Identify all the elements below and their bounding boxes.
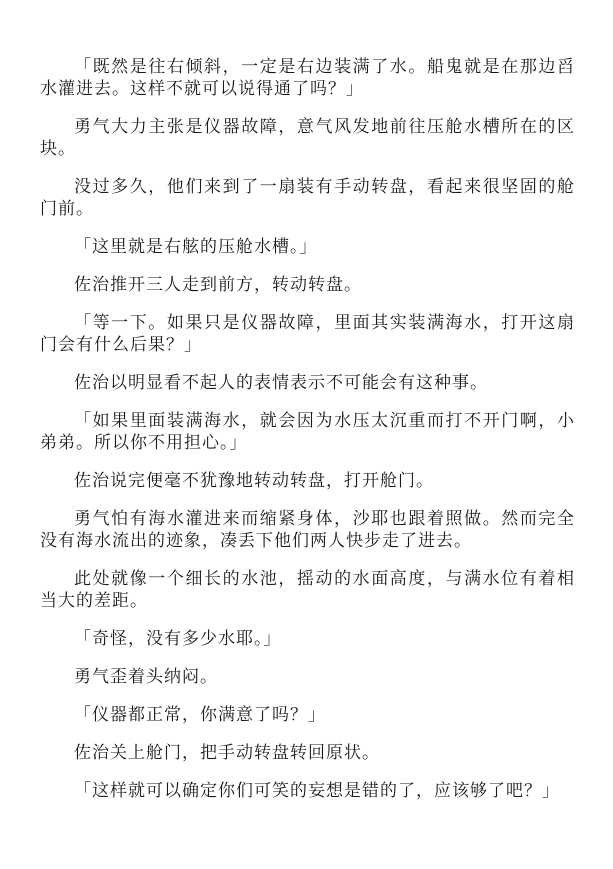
paragraph: 勇气怕有海水灌进来而缩紧身体，沙耶也跟着照做。然而完全没有海水流出的迹象，凑丢下他们两人快步走了进去。 bbox=[40, 509, 575, 550]
paragraph: 佐治关上舱门，把手动转盘转回原状。 bbox=[74, 743, 380, 762]
paragraph: 「既然是往右倾斜，一定是右边装满了水。船鬼就是在那边舀水灌进去。这样不就可以说得通了吗？」 bbox=[40, 57, 575, 98]
paragraph: 「这里就是右舷的压舱水槽。」 bbox=[74, 237, 318, 256]
paragraph: 「等一下。如果只是仪器故障，里面其实装满海水，打开这扇门会有什么后果？」 bbox=[40, 313, 575, 354]
paragraph: 此处就像一个细长的水池，摇动的水面高度，与满水位有着相当大的差距。 bbox=[40, 569, 575, 610]
paragraph: 勇气大力主张是仪器故障，意气风发地前往压舱水槽所在的区块。 bbox=[40, 117, 575, 158]
paragraph: 佐治说完便毫不犹豫地转动转盘，打开舱门。 bbox=[74, 471, 434, 490]
paragraph: 佐治以明显看不起人的表情表示不可能会有这种事。 bbox=[74, 373, 488, 392]
paragraph: 「仪器都正常，你满意了吗？」 bbox=[74, 705, 326, 724]
paragraph: 「如果里面装满海水，就会因为水压太沉重而打不开门啊，小弟弟。所以你不用担心。」 bbox=[40, 411, 575, 452]
paragraph: 没过多久，他们来到了一扇装有手动转盘，看起来很坚固的舱门前。 bbox=[40, 177, 575, 218]
paragraph: 「奇怪，没有多少水耶。」 bbox=[74, 629, 282, 648]
paragraph: 勇气歪着头纳闷。 bbox=[74, 667, 218, 686]
paragraph: 「这样就可以确定你们可笑的妄想是错的了，应该够了吧？」 bbox=[74, 781, 560, 800]
paragraph: 佐治推开三人走到前方，转动转盘。 bbox=[74, 275, 362, 294]
